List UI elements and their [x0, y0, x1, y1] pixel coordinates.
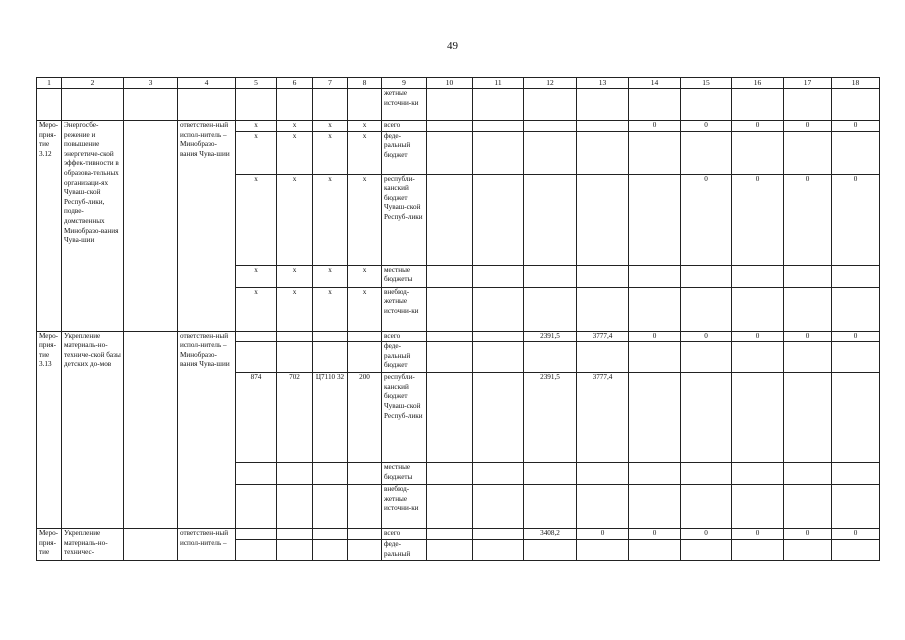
header-cell: 4 [178, 78, 236, 89]
header-cell: 6 [277, 78, 313, 89]
measure-name: Меро-прия-тие 3.13 [37, 331, 62, 529]
header-cell: 18 [832, 78, 880, 89]
header-cell: 15 [681, 78, 732, 89]
measure-executor: ответствен-ный испол-нитель – [180, 529, 229, 547]
header-cell: 13 [577, 78, 629, 89]
source-cell: всего [382, 529, 427, 540]
measure-name: Меро-прия-тие [39, 529, 59, 557]
table-row: 874 702 Ц7110 32 200 республи-канский бюджет Чуваш-ской Респуб-лики 2391,5 3777,4 [37, 373, 880, 463]
source-cell: республи-канский бюджет Чуваш-ской Респуб-лики [382, 174, 427, 265]
program-measures-table [36, 77, 880, 561]
header-cell: 14 [629, 78, 681, 89]
header-cell: 5 [236, 78, 277, 89]
header-cell: 10 [427, 78, 473, 89]
source-cell: внебюд-жетные источни-ки [382, 485, 427, 529]
source-cell: республи-канский бюджет Чуваш-ской Респуб-лики [382, 373, 427, 463]
source-cell: местные бюджеты [382, 463, 427, 485]
table-row: Меро-прия-тие 3.12 Энергосбе-режение и повышение энергетиче-ской эффек-тивности в образова-тельных организаци-ях Чуваш-ской Респуб-лики, подве-домственных Минобразо-вания Чува-шии ответствен-ный испол-нитель – Минобразо-вания Чува-шии x x x x всего 0 0 0 0 0 [37, 121, 880, 132]
header-cell: 12 [524, 78, 577, 89]
source-cell: всего [382, 121, 427, 132]
header-cell: 16 [732, 78, 784, 89]
source-cell: жетные источни-ки [382, 89, 427, 121]
measure-title: Укрепление материаль-но-техниче-ской базы детских до-мов [62, 331, 124, 529]
source-cell: феде-ральный бюджет [382, 131, 427, 174]
page-number: 49 [447, 40, 458, 52]
header-row [37, 78, 880, 89]
header-cell: 11 [473, 78, 524, 89]
source-cell: феде-ральный бюджет [382, 342, 427, 373]
measure-title: Укрепление материаль-но-техничес- [64, 529, 108, 557]
header-cell: 1 [37, 78, 62, 89]
header-cell: 8 [348, 78, 382, 89]
source-cell: феде-ральный [382, 539, 427, 560]
source-cell: всего [382, 331, 427, 342]
table-row: x x x x местные бюджеты [37, 265, 880, 287]
header-cell: 7 [313, 78, 348, 89]
table-row: Меро-прия-тие Укрепление материаль-но-техничес- ответствен-ный испол-нитель – всего 3408,2 0 0 0 0 0 0 [37, 529, 880, 540]
measure-title: Энергосбе-режение и повышение энергетиче-ской эффек-тивности в образова-тельных организаци-ях Чуваш-ской Респуб-лики, подве-домственных Минобразо-вания Чува-шии [62, 121, 124, 332]
measure-executor: ответствен-ный испол-нитель – Минобразо-вания Чува-шии [178, 331, 236, 529]
measure-executor: ответствен-ный испол-нитель – Минобразо-вания Чува-шии [178, 121, 236, 332]
source-cell: внебюд-жетные источни-ки [382, 287, 427, 331]
header-cell: 9 [382, 78, 427, 89]
source-cell: местные бюджеты [382, 265, 427, 287]
header-cell: 3 [124, 78, 178, 89]
table-row: x x x x внебюд-жетные источни-ки [37, 287, 880, 331]
header-cell: 17 [784, 78, 832, 89]
measure-name: Меро-прия-тие 3.12 [37, 121, 62, 332]
table-row: Меро-прия-тие 3.13 Укрепление материаль-но-техниче-ской базы детских до-мов ответствен-ный испол-нитель – Минобразо-вания Чува-шии всего 2391,5 3777,4 0 0 0 0 0 [37, 331, 880, 342]
table-row: x x x x республи-канский бюджет Чуваш-ской Респуб-лики 0 0 0 0 [37, 174, 880, 265]
header-cell: 2 [62, 78, 124, 89]
continuation-row [37, 89, 880, 121]
table-row: x x x x феде-ральный бюджет [37, 131, 880, 174]
